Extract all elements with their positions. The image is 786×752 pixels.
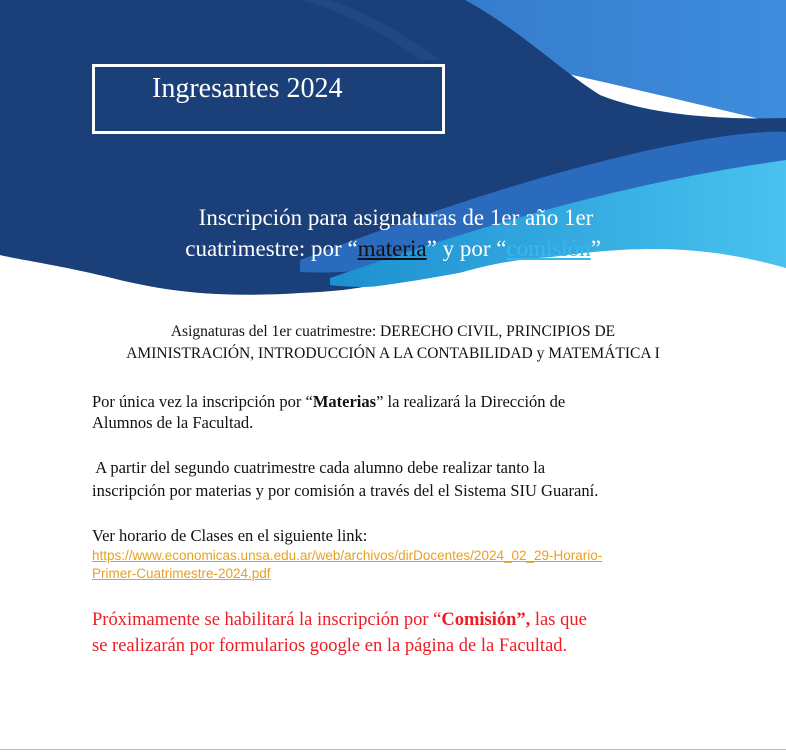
paragraph1-text-pre: Por única vez la inscripción por “	[92, 392, 313, 411]
paragraph1-line-1	[92, 392, 565, 412]
subtitle-line-1: Inscripción para asignaturas de 1er año 1er	[198, 205, 594, 230]
materias-bold: Materias	[312, 392, 377, 411]
notice-line-2: se realizarán por formularios google en la página de la Facultad.	[92, 636, 568, 656]
comision-bold: Comisión”,	[441, 610, 531, 630]
subtitle-text-post: ”.	[590, 236, 607, 261]
paragraph2-line-2: inscripción por materias y por comisión a través del el Sistema SIU Guaraní.	[92, 481, 599, 500]
notice-line-1	[92, 610, 587, 631]
subtitle-text-pre: cuatrimestre: por “	[185, 236, 358, 261]
paragraph1-line-2: Alumnos de la Facultad.	[92, 413, 254, 432]
notice-text-pre: Próximamente se habilitará la inscripción por “	[92, 610, 442, 630]
schedule-url-line-1[interactable]: https://www.economicas.unsa.edu.ar/web/archivos/dirDocentes/2024_02_29-Horario-	[92, 548, 603, 563]
notice-text-post: las que	[530, 610, 587, 630]
schedule-url-line-2[interactable]: Primer-Cuatrimestre-2024.pdf	[92, 566, 271, 581]
header-wave-background	[0, 0, 786, 340]
schedule-label: Ver horario de Clases en el siguiente link:	[92, 526, 368, 545]
subjects-line-1: Asignaturas del 1er cuatrimestre: DERECHO CIVIL, PRINCIPIOS DE	[170, 323, 616, 340]
paragraph2-line-1: A partir del segundo cuatrimestre cada alumno debe realizar tanto la	[92, 458, 546, 477]
subtitle-line-2	[3, 236, 786, 262]
paragraph1-text-post: ” la realizará la Dirección de	[376, 392, 566, 411]
subtitle-text-mid: ” y por “	[426, 236, 507, 261]
materia-link[interactable]: materia	[357, 236, 427, 261]
page-bottom-divider	[0, 749, 786, 750]
comision-link[interactable]: comisión	[506, 236, 591, 261]
page-title: Ingresantes 2024	[152, 73, 343, 104]
subjects-line-2: AMINISTRACIÓN, INTRODUCCIÓN A LA CONTABILIDAD y MATEMÁTICA I	[126, 345, 660, 362]
